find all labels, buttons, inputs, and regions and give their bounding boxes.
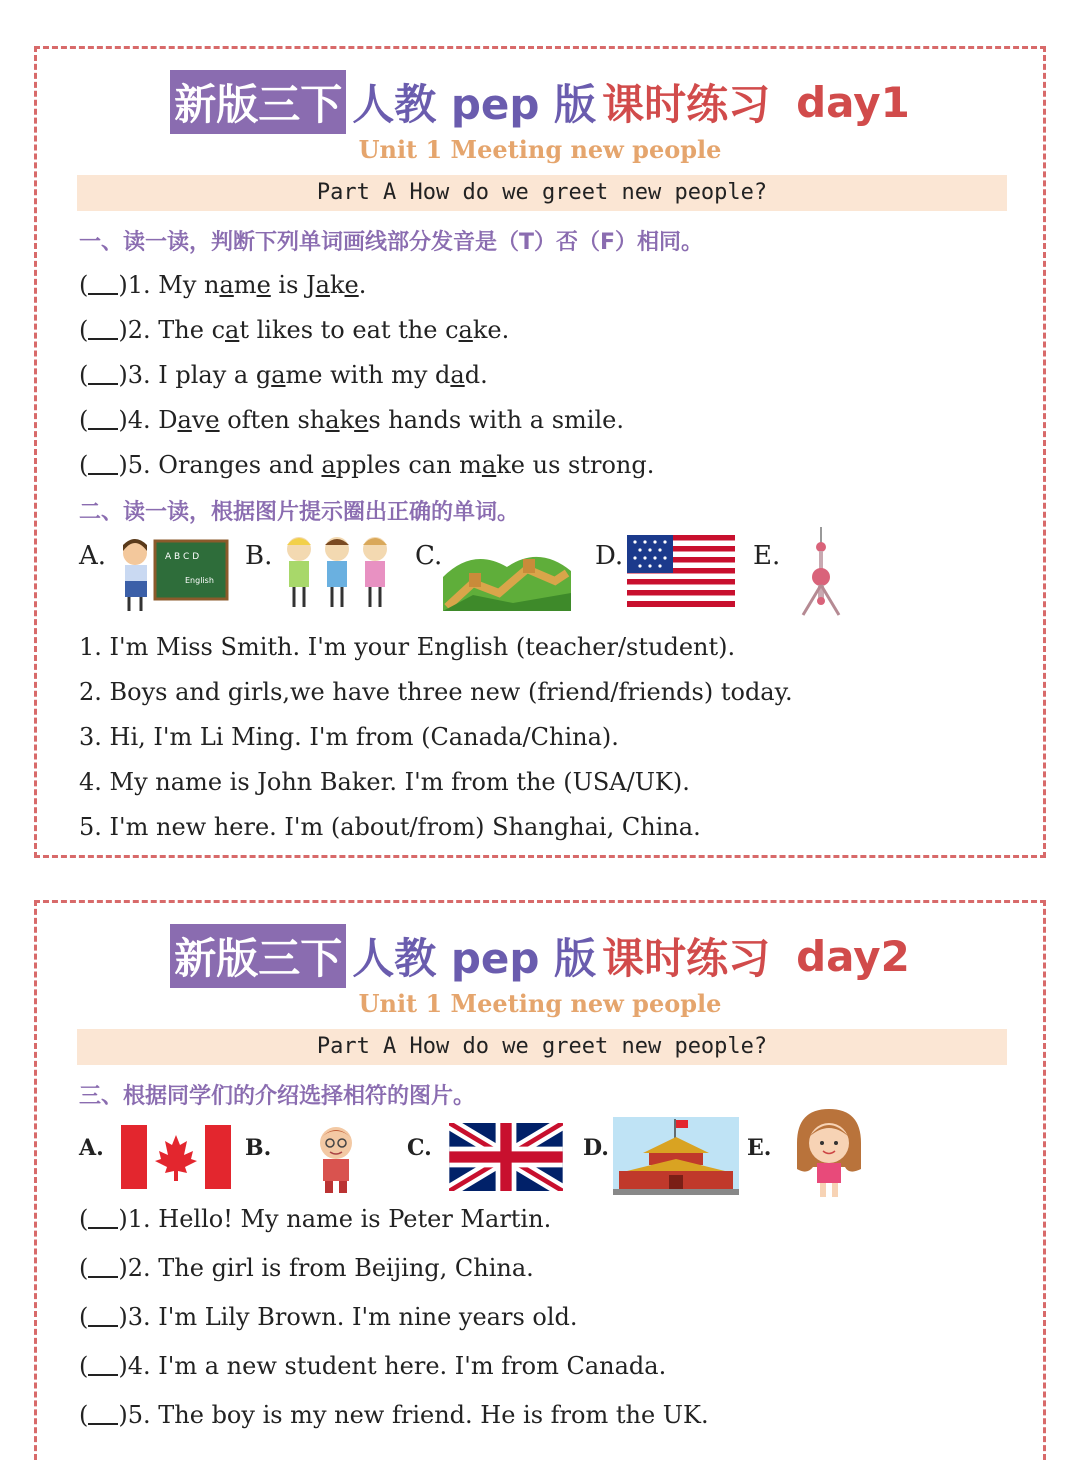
s3-question-2: ( )2. The girl is from Beijing, China. (79, 1254, 534, 1282)
svg-text:English: English (185, 576, 214, 585)
s2-question-3: 3. Hi, I'm Li Ming. I'm from (Canada/China). (79, 723, 619, 751)
question-3: ( )3. I play a game with my dad. (79, 361, 488, 389)
girl-illustration (789, 1107, 869, 1201)
unit-title: Unit 1 Meeting new people (358, 989, 722, 1018)
answer-blank[interactable] (88, 408, 118, 430)
usa-flag-icon (627, 535, 735, 607)
pic-label-e: E. (753, 541, 781, 571)
pic-label-a: A. (79, 1135, 104, 1161)
question-1: ( )1. My name is Jake. (79, 271, 367, 299)
boy-illustration (299, 1121, 373, 1195)
pic-label-b: B. (245, 541, 273, 571)
oriental-pearl-tower-illustration (793, 527, 849, 617)
three-kids-illustration (277, 531, 397, 613)
s2-question-1: 1. I'm Miss Smith. I'm your English (teacher/student). (79, 633, 736, 661)
answer-blank[interactable] (88, 1207, 118, 1229)
s3-question-5: ( )5. The boy is my new friend. He is from the UK. (79, 1401, 709, 1429)
uk-flag-icon (449, 1123, 563, 1191)
answer-blank[interactable] (88, 1354, 118, 1376)
pic-label-c: C. (407, 1135, 432, 1161)
title-day2 (37, 925, 1043, 987)
great-wall-illustration (443, 537, 571, 611)
title-highlight: 新版三下 (170, 70, 346, 134)
worksheet-day1 (34, 46, 1046, 858)
section3-heading: 三、根据同学们的介绍选择相符的图片。 (79, 1084, 476, 1109)
svg-text:A B C D: A B C D (165, 552, 200, 562)
pic-label-e: E. (747, 1135, 772, 1161)
s3-question-3: ( )3. I'm Lily Brown. I'm nine years old. (79, 1303, 578, 1331)
pic-label-c: C. (415, 541, 443, 571)
part-banner: Part A How do we greet new people? (77, 175, 1007, 211)
pic-label-d: D. (595, 541, 624, 571)
s2-question-2: 2. Boys and girls,we have three new (friend/friends) today. (79, 678, 793, 706)
answer-blank[interactable] (88, 273, 118, 295)
s3-question-4: ( )4. I'm a new student here. I'm from Canada. (79, 1352, 667, 1380)
title-practice: 课时练习 (602, 80, 771, 129)
section2-heading: 二、读一读，根据图片提示圈出正确的单词。 (79, 500, 520, 525)
tiananmen-illustration (613, 1117, 739, 1195)
pic-label-d: D. (583, 1135, 609, 1161)
answer-blank[interactable] (88, 1305, 118, 1327)
pic-label-a: A. (79, 541, 107, 571)
title-day: day2 (796, 931, 910, 981)
answer-blank[interactable] (88, 1256, 118, 1278)
s2-question-4: 4. My name is John Baker. I'm from the (USA/UK). (79, 768, 690, 796)
answer-blank[interactable] (88, 1403, 118, 1425)
title-edition: 人教 pep 版 (352, 934, 597, 983)
section1-heading: 一、读一读，判断下列单词画线部分发音是（T）否（F）相同。 (79, 230, 704, 255)
title-day1 (37, 71, 1043, 133)
part-banner: Part A How do we greet new people? (77, 1029, 1007, 1065)
question-4: ( )4. Dave often shakes hands with a smile. (79, 406, 624, 434)
canada-flag-icon (121, 1125, 231, 1189)
title-day: day1 (796, 77, 910, 127)
title-highlight: 新版三下 (170, 924, 346, 988)
question-2: ( )2. The cat likes to eat the cake. (79, 316, 510, 344)
title-practice: 课时练习 (602, 934, 771, 983)
worksheet-day2 (34, 900, 1046, 1460)
question-5: ( )5. Oranges and apples can make us strong. (79, 451, 655, 479)
s3-question-1: ( )1. Hello! My name is Peter Martin. (79, 1205, 552, 1233)
answer-blank[interactable] (88, 318, 118, 340)
teacher-illustration (107, 531, 237, 615)
unit-title: Unit 1 Meeting new people (358, 135, 722, 164)
answer-blank[interactable] (88, 363, 118, 385)
title-edition: 人教 pep 版 (352, 80, 597, 129)
answer-blank[interactable] (88, 453, 118, 475)
pic-label-b: B. (245, 1135, 272, 1161)
s2-question-5: 5. I'm new here. I'm (about/from) Shanghai, China. (79, 813, 701, 841)
